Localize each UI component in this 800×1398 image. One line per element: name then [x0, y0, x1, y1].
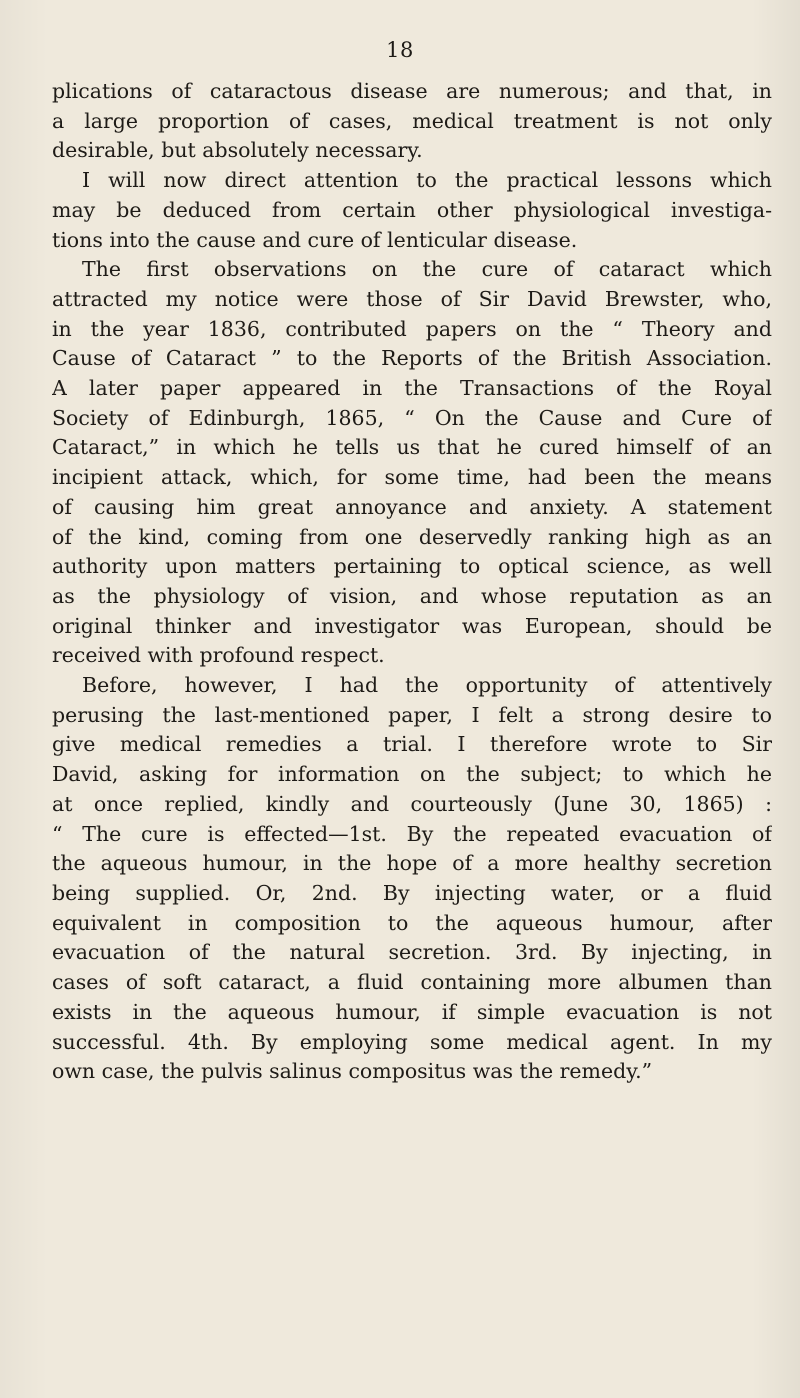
text-line: authority upon matters pertaining to optical science, as well — [52, 554, 772, 579]
text-line: exists in the aqueous humour, if simple evacuation is not — [52, 999, 772, 1024]
text-line: A later paper appeared in the Transactions of the Royal — [52, 376, 772, 401]
text-line: of the kind, coming from one deservedly ranking high as an — [52, 524, 772, 549]
text-line: The first observations on the cure of cataract which — [82, 257, 772, 282]
text-line: may be deduced from certain other physiological investiga- — [52, 197, 772, 222]
text-line: Before, however, I had the opportunity of attentively — [82, 673, 772, 698]
text-line: in the year 1836, contributed papers on the “ Theory and — [52, 316, 772, 341]
text-line: “ The cure is effected—1st. By the repeated evacuation of — [52, 821, 772, 846]
text-line: give medical remedies a trial. I therefore wrote to Sir — [52, 732, 772, 757]
paragraph-practical-lessons — [52, 166, 772, 255]
page-number: 18 — [386, 38, 414, 62]
paragraph-brewster-observations — [52, 255, 772, 671]
text-line: Cataract,” in which he tells us that he cured himself of an — [52, 435, 772, 460]
body-text — [52, 77, 772, 1087]
text-line: successful. 4th. By employing some medical agent. In my — [52, 1029, 772, 1054]
text-line: received with profound respect. — [52, 643, 385, 668]
text-line: evacuation of the natural secretion. 3rd. By injecting, in — [52, 940, 772, 965]
text-line: equivalent in composition to the aqueous humour, after — [52, 910, 772, 935]
text-line: desirable, but absolutely necessary. — [52, 138, 423, 163]
text-line: as the physiology of vision, and whose reputation as an — [52, 583, 772, 608]
text-line: being supplied. Or, 2nd. By injecting water, or a fluid — [52, 880, 772, 905]
text-line: Society of Edinburgh, 1865, “ On the Cause and Cure of — [52, 405, 772, 430]
text-line: own case, the pulvis salinus compositus was the remedy.” — [52, 1059, 653, 1084]
text-line: tions into the cause and cure of lenticular disease. — [52, 227, 578, 252]
text-line: David, asking for information on the subject; to which he — [52, 762, 772, 787]
text-line: perusing the last-mentioned paper, I felt a strong desire to — [52, 702, 772, 727]
text-line: original thinker and investigator was European, should be — [52, 613, 772, 638]
paragraph-continuation — [52, 77, 772, 166]
text-line: the aqueous humour, in the hope of a more healthy secretion — [52, 851, 772, 876]
text-line: plications of cataractous disease are numerous; and that, in — [52, 79, 772, 103]
text-line: of causing him great annoyance and anxiety. A statement — [52, 494, 772, 519]
text-line: I will now direct attention to the practical lessons which — [82, 168, 772, 193]
text-line: attracted my notice were those of Sir David Brewster, who, — [52, 286, 772, 311]
text-line: incipient attack, which, for some time, had been the means — [52, 465, 772, 490]
paragraph-letter-reply — [52, 671, 772, 1087]
text-line: at once replied, kindly and courteously (June 30, 1865) : — [52, 791, 772, 816]
text-line: cases of soft cataract, a fluid containing more albumen than — [52, 970, 772, 995]
text-line: a large proportion of cases, medical treatment is not only — [52, 108, 772, 133]
text-line: Cause of Cataract ” to the Reports of the British Association. — [52, 346, 772, 371]
